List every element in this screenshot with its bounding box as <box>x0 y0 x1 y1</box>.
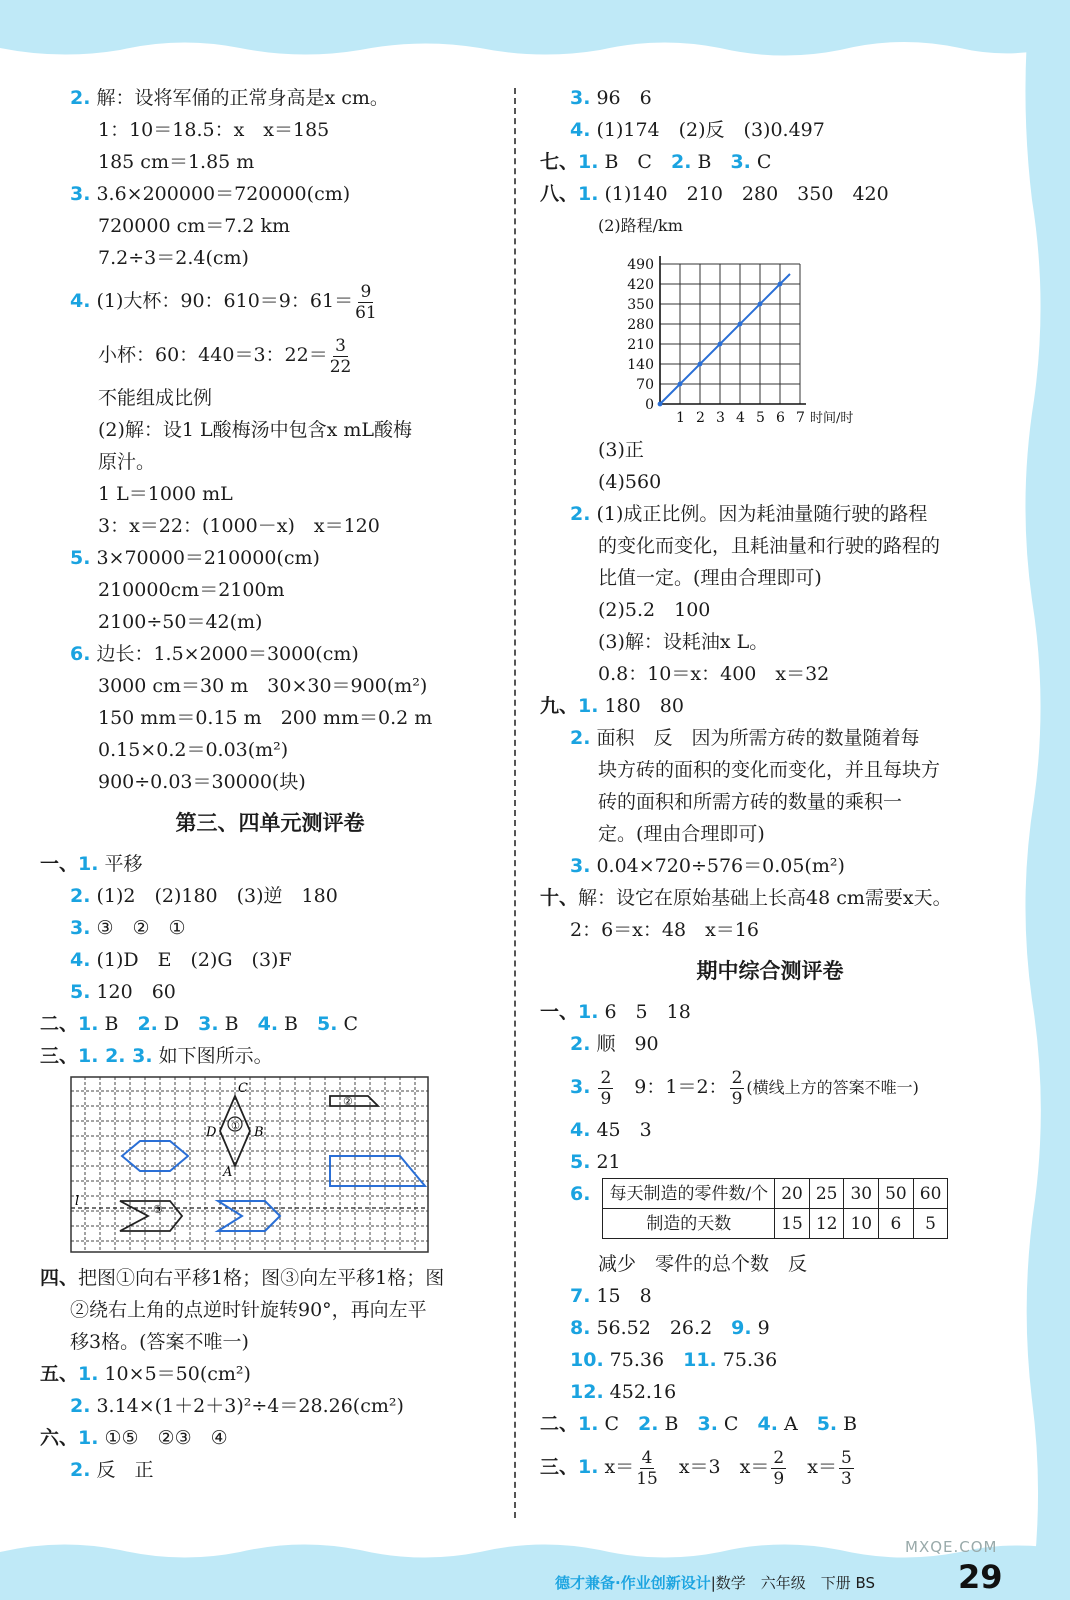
label-circle-3: ③ <box>153 1203 163 1216</box>
x-tick-label: 7 <box>796 410 805 426</box>
answer-line: 6. 每天制造的零件数/个 20 25 30 50 60 制造的天数 15 12 10 6 5 <box>540 1178 1000 1248</box>
answer-line: 四、把图①向右平移1格；图③向左平移1格；图 <box>40 1267 445 1289</box>
answer-line: 3：x＝22：(1000－x) x＝120 <box>98 515 380 537</box>
answer-line: 2. 反 正 <box>70 1459 154 1481</box>
shape-2 <box>330 1096 378 1106</box>
table-cell: 12 <box>809 1209 844 1239</box>
answer-line: 砖的面积和所需方砖的数量的乘积一 <box>598 791 903 813</box>
table-cell: 制造的天数 <box>603 1209 775 1239</box>
frame-top-border <box>0 0 1070 70</box>
label-circle-2: ② <box>343 1095 353 1108</box>
answer-line: 的变化而变化，且耗油量和行驶的路程的 <box>598 535 941 557</box>
x-tick-label: 2 <box>696 410 705 426</box>
footer <box>555 1572 875 1593</box>
data-point <box>758 302 763 307</box>
x-tick-label: 3 <box>716 410 725 426</box>
answer-line: 6. 边长：1.5×2000＝3000(cm) <box>70 643 359 665</box>
answer-line: 六、1. ①⑤ ②③ ④ <box>40 1427 228 1449</box>
y-tick-label: 490 <box>627 257 654 273</box>
y-tick-label: 0 <box>645 397 654 413</box>
answer-line: 2. (1)成正比例。因为耗油量随行驶的路程 <box>570 503 928 525</box>
frame-right-border <box>1000 0 1070 1600</box>
answer-line: 185 cm＝1.85 m <box>98 151 255 173</box>
label-l: l <box>75 1194 80 1209</box>
fraction: $\frac{5}{3}$ <box>840 1447 852 1489</box>
answer-line: ②绕右上角的点逆时针旋转90°，再向左平 <box>70 1299 427 1321</box>
answer-line: (4)560 <box>598 471 662 493</box>
y-tick-label: 70 <box>636 377 654 393</box>
answer-line: 原汁。 <box>98 451 156 473</box>
answer-line: 4. 45 3 <box>570 1119 652 1141</box>
y-tick-label: 140 <box>627 357 654 373</box>
table-cell: 10 <box>844 1209 879 1239</box>
table-cell: 20 <box>775 1179 810 1209</box>
answer-line: 720000 cm＝7.2 km <box>98 215 291 237</box>
answer-line: 5. 120 60 <box>70 981 176 1003</box>
answer-line: 5. 21 <box>570 1151 621 1173</box>
answer-line: 二、1. B 2. D 3. B 4. B 5. C <box>40 1013 359 1035</box>
table-cell: 60 <box>913 1179 948 1209</box>
answer-line: (3)正 <box>598 439 644 461</box>
answer-line: 十、解：设它在原始基础上长高48 cm需要x天。 <box>540 887 952 909</box>
label-D: D <box>206 1125 217 1140</box>
fraction: $\frac{3}{22}$ <box>329 335 352 377</box>
distance-time-chart <box>598 242 918 432</box>
answer-line: 减少 零件的总个数 反 <box>598 1253 808 1275</box>
section-heading: 第三、四单元测评卷 <box>175 811 365 835</box>
table-cell: 6 <box>879 1209 914 1239</box>
table-cell: 30 <box>844 1179 879 1209</box>
data-point <box>698 362 703 367</box>
transform-grid-figure <box>70 1076 430 1256</box>
answer-line: 8. 56.52 26.2 9. 9 <box>570 1317 770 1339</box>
table-cell: 每天制造的零件数/个 <box>603 1179 775 1209</box>
answer-line: 五、1. 10×5＝50(cm²) <box>40 1363 251 1385</box>
answer-line: 定。(理由合理即可) <box>598 823 765 845</box>
answer-line: (3)解：设耗油x L。 <box>598 631 769 653</box>
answer-line: 2. 顺 90 <box>570 1033 659 1055</box>
answer-line: 210000cm＝2100m <box>98 579 285 601</box>
x-axis-label: 时间/时 <box>810 411 854 426</box>
fraction: $\frac{2}{9}$ <box>773 1447 785 1489</box>
answer-line: 2：6＝x：48 x＝16 <box>570 919 759 941</box>
answer-line: 2. 3.14×(1＋2＋3)²÷4＝28.26(cm²) <box>70 1395 404 1417</box>
answer-line: 7. 15 8 <box>570 1285 652 1307</box>
answer-line: 900÷0.03＝30000(块) <box>98 771 306 793</box>
answer-line: 5. 3×70000＝210000(cm) <box>70 547 320 569</box>
frame-bottom-border <box>0 1520 1070 1600</box>
data-point <box>778 282 783 287</box>
answer-line: 3. 96 6 <box>570 87 652 109</box>
fraction: $\frac{9}{61}$ <box>355 281 377 323</box>
y-tick-label: 280 <box>627 317 654 333</box>
data-point <box>658 402 663 407</box>
parts-days-table <box>602 1178 948 1239</box>
graph-title: (2)路程/km <box>598 216 683 235</box>
answer-line: 2100÷50＝42(m) <box>98 611 263 633</box>
answer-line: 10. 75.36 11. 75.36 <box>570 1349 778 1371</box>
answer-line: 三、1. x＝ $\frac{4}{15}$ x＝3 x＝ $\frac{2}{9}$ x＝ $\frac{5}{3}$ <box>540 1447 852 1489</box>
fraction: $\frac{2}{9}$ <box>600 1067 612 1109</box>
answer-line: 块方砖的面积的变化而变化，并且每块方 <box>598 759 941 781</box>
data-point <box>718 342 723 347</box>
answer-line: 2. 解：设将军俑的正常身高是x cm。 <box>70 87 389 109</box>
answer-line: (2)解：设1 L酸梅汤中包含x mL酸梅 <box>98 419 413 441</box>
answer-line: 一、1. 6 5 18 <box>540 1001 691 1023</box>
left-column <box>40 82 500 1486</box>
page-number: 29 <box>958 1558 1003 1596</box>
answer-line: 3. $\frac{2}{9}$ 9：1＝2： $\frac{2}{9}$ (横线上方的答案不唯一) <box>570 1067 919 1109</box>
label-B: B <box>254 1125 264 1140</box>
answer-line: 二、1. C 2. B 3. C 4. A 5. B <box>540 1413 858 1435</box>
fraction: $\frac{4}{15}$ <box>636 1447 658 1489</box>
x-tick-label: 5 <box>756 410 765 426</box>
answer-line: 3. 0.04×720÷576＝0.05(m²) <box>570 855 845 877</box>
answer-line: 八、1. (1)140 210 280 350 420 <box>540 183 889 205</box>
answer-line: 2. (1)2 (2)180 (3)逆 180 <box>70 885 338 907</box>
answer-line: 九、1. 180 80 <box>540 695 684 717</box>
table-cell: 50 <box>879 1179 914 1209</box>
x-tick-label: 1 <box>676 410 685 426</box>
answer-line: 一、1. 平移 <box>40 853 143 875</box>
data-point <box>738 322 743 327</box>
answer-line: 7.2÷3＝2.4(cm) <box>98 247 249 269</box>
label-A: A <box>223 1165 233 1180</box>
y-tick-label: 420 <box>627 277 654 293</box>
answer-line: (2)5.2 100 <box>598 599 711 621</box>
answer-line: 3. ③ ② ① <box>70 917 186 939</box>
answer-line: 2. 面积 反 因为所需方砖的数量随着每 <box>570 727 920 749</box>
answer-line: 4. (1)D E (2)G (3)F <box>70 949 292 971</box>
data-point <box>678 382 683 387</box>
table-cell: 25 <box>809 1179 844 1209</box>
answer-line: 三、1. 2. 3. 如下图所示。 <box>40 1045 273 1067</box>
answer-line: 比值一定。(理由合理即可) <box>598 567 822 589</box>
x-tick-label: 6 <box>776 410 785 426</box>
label-C: C <box>238 1081 248 1096</box>
footer-subject: |数学 六年级 下册 BS <box>710 1574 876 1592</box>
y-tick-label: 350 <box>627 297 654 313</box>
table-cell: 15 <box>775 1209 810 1239</box>
label-circle-1: ① <box>231 1121 240 1132</box>
answer-line: 1 L＝1000 mL <box>98 483 233 505</box>
answer-line: 4. (1)174 (2)反 (3)0.497 <box>570 119 825 141</box>
answer-line: 小杯：60：440＝3：22＝ $\frac{3}{22}$ <box>98 335 352 377</box>
answer-line: 0.8：10＝x：400 x＝32 <box>598 663 830 685</box>
footer-brand: 德才兼备·作业创新设计 <box>555 1574 711 1592</box>
y-tick-label: 210 <box>627 337 654 353</box>
watermark: MXQE.COM <box>905 1538 998 1556</box>
answer-line: 3000 cm＝30 m 30×30＝900(m²) <box>98 675 428 697</box>
answer-line: 0.15×0.2＝0.03(m²) <box>98 739 289 761</box>
x-tick-label: 4 <box>736 410 745 426</box>
column-divider <box>514 88 516 1518</box>
fraction: $\frac{2}{9}$ <box>731 1067 743 1109</box>
answer-line: 移3格。(答案不唯一) <box>70 1331 249 1353</box>
answer-line: 12. 452.16 <box>570 1381 677 1403</box>
right-column <box>540 82 1000 1494</box>
answer-line: 1：10＝18.5：x x＝185 <box>98 119 330 141</box>
answer-line: 150 mm＝0.15 m 200 mm＝0.2 m <box>98 707 433 729</box>
answer-line: 4. (1)大杯：90：610＝9：61＝ $\frac{9}{61}$ <box>70 281 377 323</box>
answer-line: 不能组成比例 <box>98 387 213 409</box>
table-cell: 5 <box>913 1209 948 1239</box>
answer-line: 七、1. B C 2. B 3. C <box>540 151 772 173</box>
answer-line: 3. 3.6×200000＝720000(cm) <box>70 183 351 205</box>
section-heading: 期中综合测评卷 <box>696 959 844 983</box>
